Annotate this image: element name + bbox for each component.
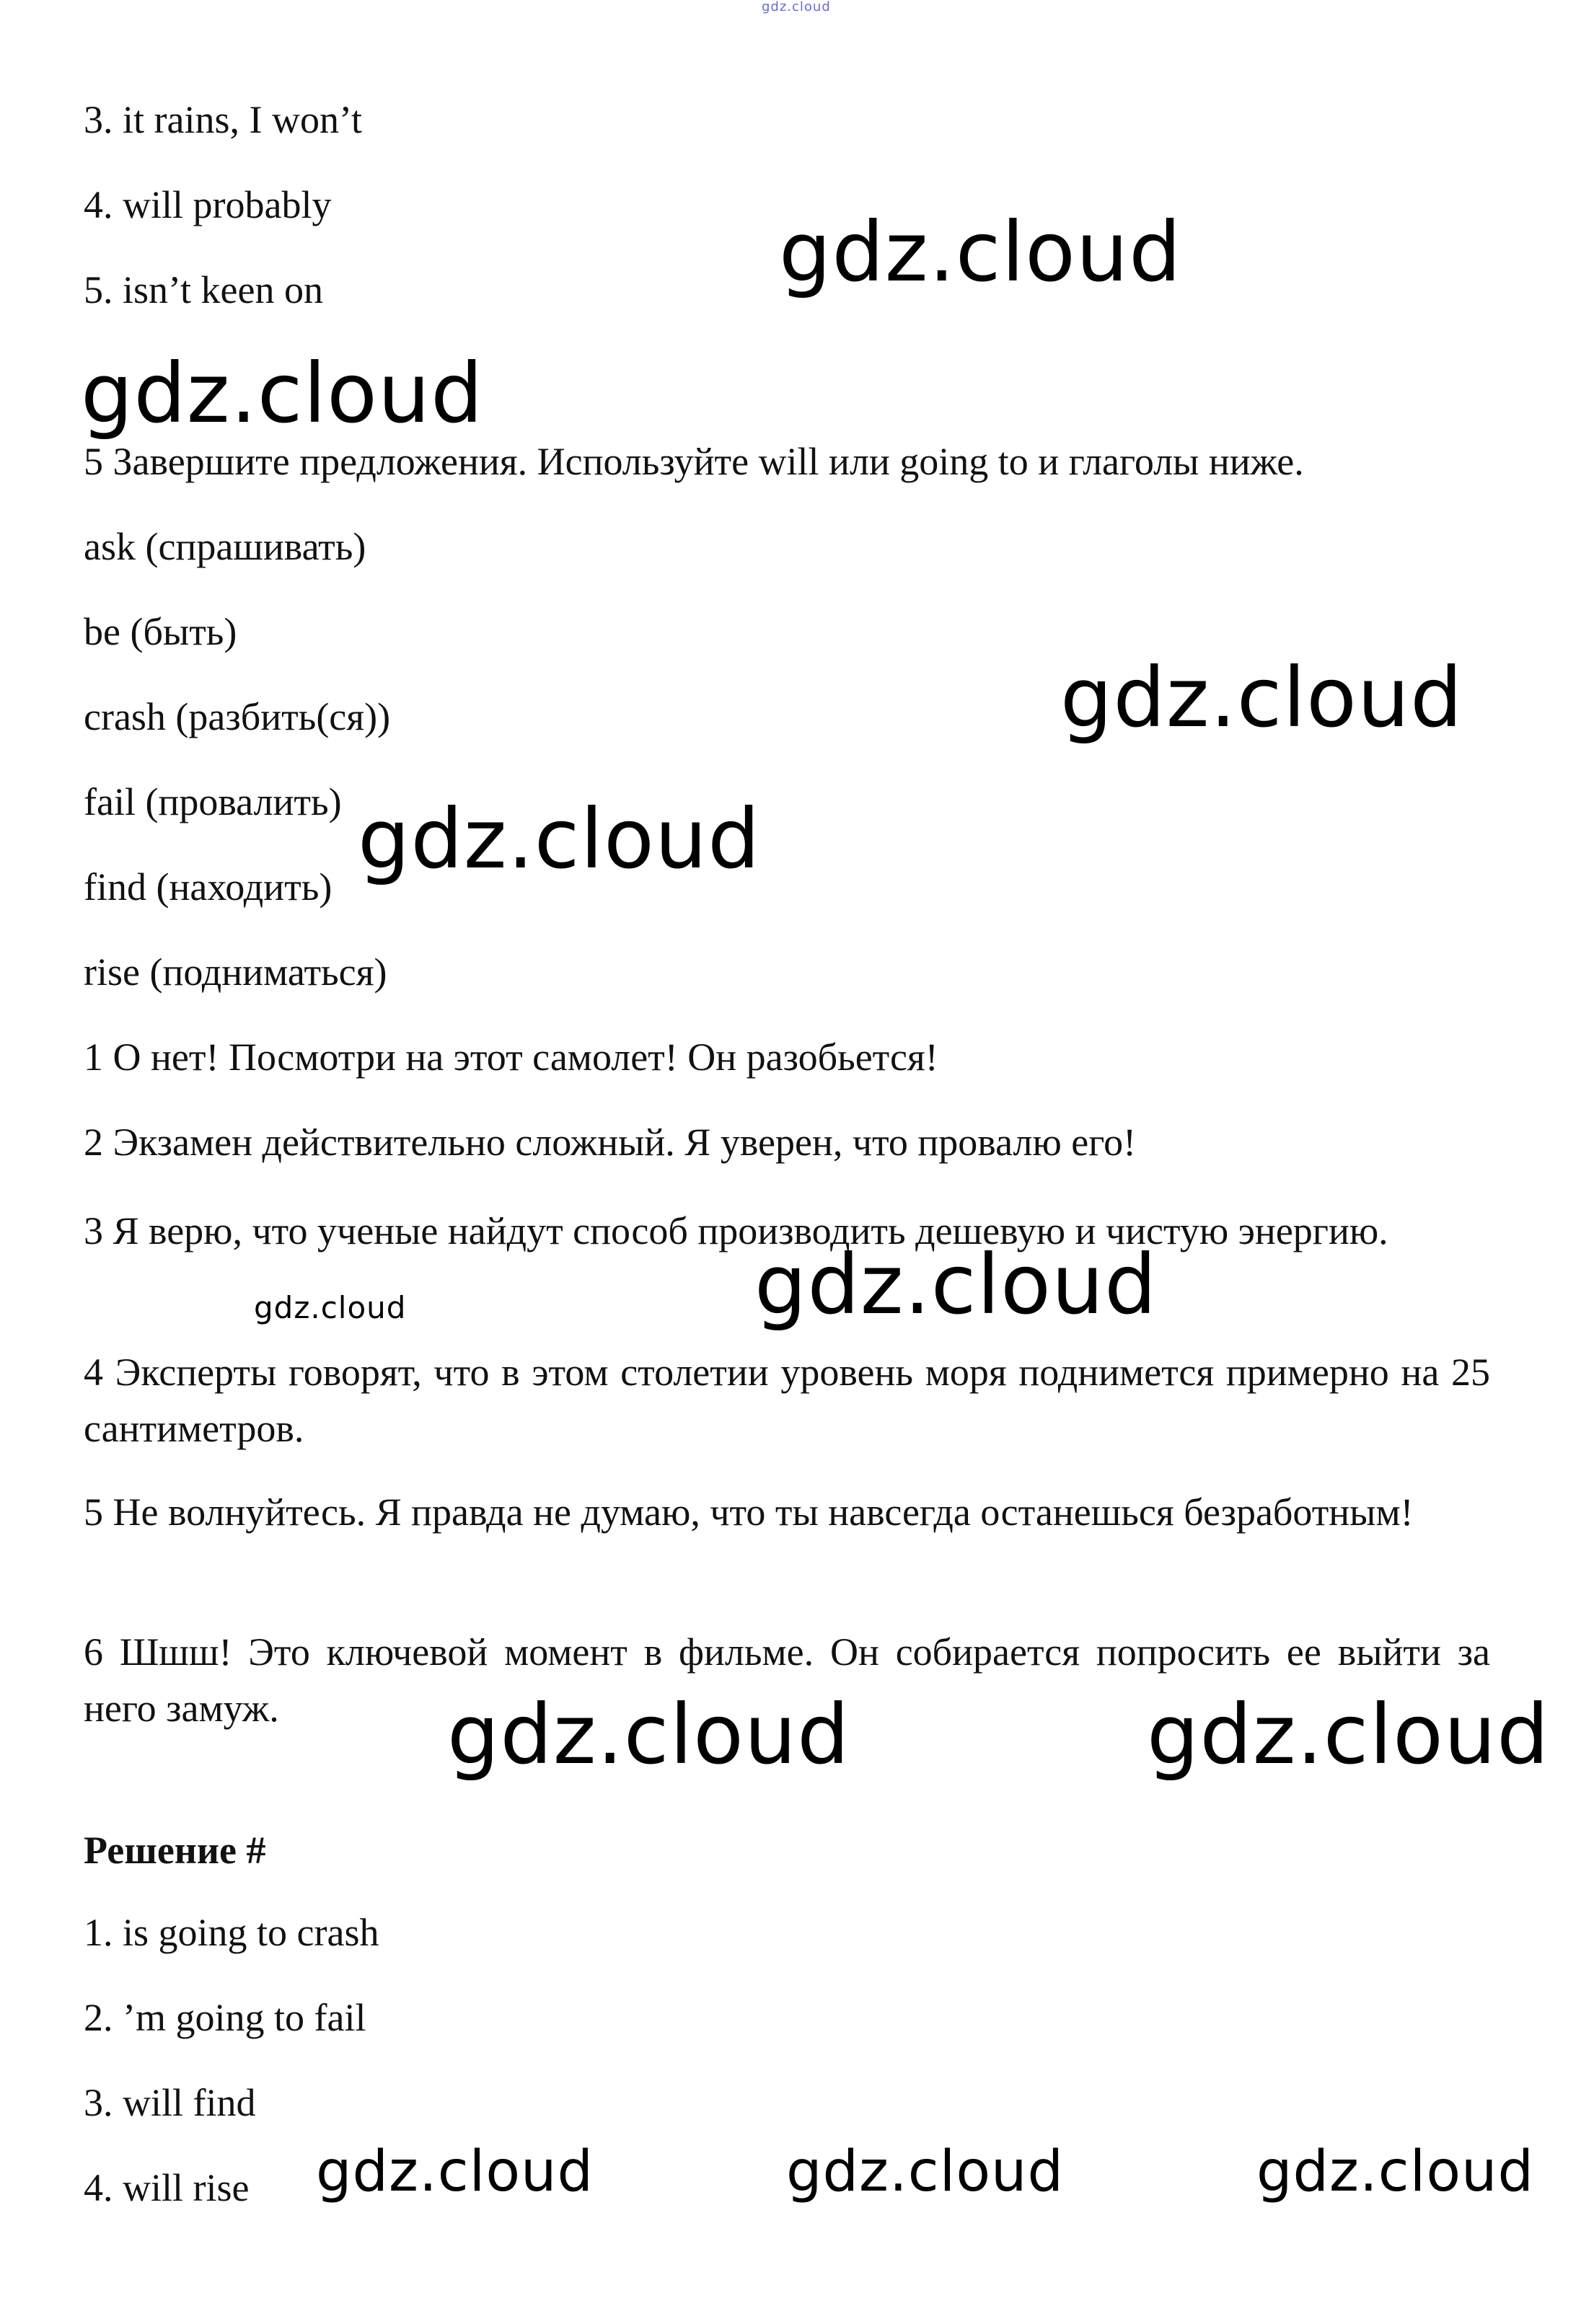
sentence-1: 1 О нет! Посмотри на этот самолет! Он разобьется! [84,1035,938,1079]
sentence-3: 3 Я верю, что ученые найдут способ производить дешевую и чистую энергию. [84,1209,1388,1252]
top-watermark: gdz.cloud [762,0,831,14]
solution-answer-4: 4. will rise [84,2166,250,2209]
answer-prev-3: 3. it rains, I won’t [84,98,362,141]
sentence-4: 4 Эксперты говорят, что в этом столетии уровень моря поднимется примерно на 25 сантиметров. [84,1351,1490,1450]
solution-answer-1: 1. is going to crash [84,1911,379,1954]
watermark: gdz.cloud [81,345,484,441]
verb-item: ask (спрашивать) [84,525,366,568]
watermark: gdz.cloud [786,2139,1064,2204]
verb-item: fail (провалить) [84,780,342,823]
watermark: gdz.cloud [254,1290,407,1325]
verb-item: find (находить) [84,865,333,909]
solution-heading: Решение # [84,1829,266,1872]
sentence-5: 5 Не волнуйтесь. Я правда не думаю, что ты навсегда останешься безработным! [84,1490,1414,1534]
verb-item: be (быть) [84,610,237,653]
solution-answer-2: 2. ’m going to fail [84,1996,366,2039]
watermark: gdz.cloud [1060,650,1463,746]
watermark: gdz.cloud [447,1687,850,1782]
watermark: gdz.cloud [779,204,1182,300]
verb-item: crash (разбить(ся)) [84,695,391,738]
watermark: gdz.cloud [358,791,761,887]
answer-prev-5: 5. isn’t keen on [84,268,323,312]
sentence-2: 2 Экзамен действительно сложный. Я уверен, что провалю его! [84,1121,1137,1164]
watermark: gdz.cloud [754,1237,1158,1333]
sentence-6: 6 Шшш! Это ключевой момент в фильме. Он собирается попросить ее выйти за него замуж. [84,1630,1490,1730]
solution-answer-3: 3. will find [84,2081,256,2124]
task-title: 5 Завершите предложения. Используйте will или going to и глаголы ниже. [84,440,1304,483]
watermark: gdz.cloud [1147,1687,1550,1782]
verb-item: rise (подниматься) [84,950,387,994]
answer-prev-4: 4. will probably [84,183,332,226]
watermark: gdz.cloud [1256,2139,1534,2204]
watermark: gdz.cloud [316,2139,594,2204]
